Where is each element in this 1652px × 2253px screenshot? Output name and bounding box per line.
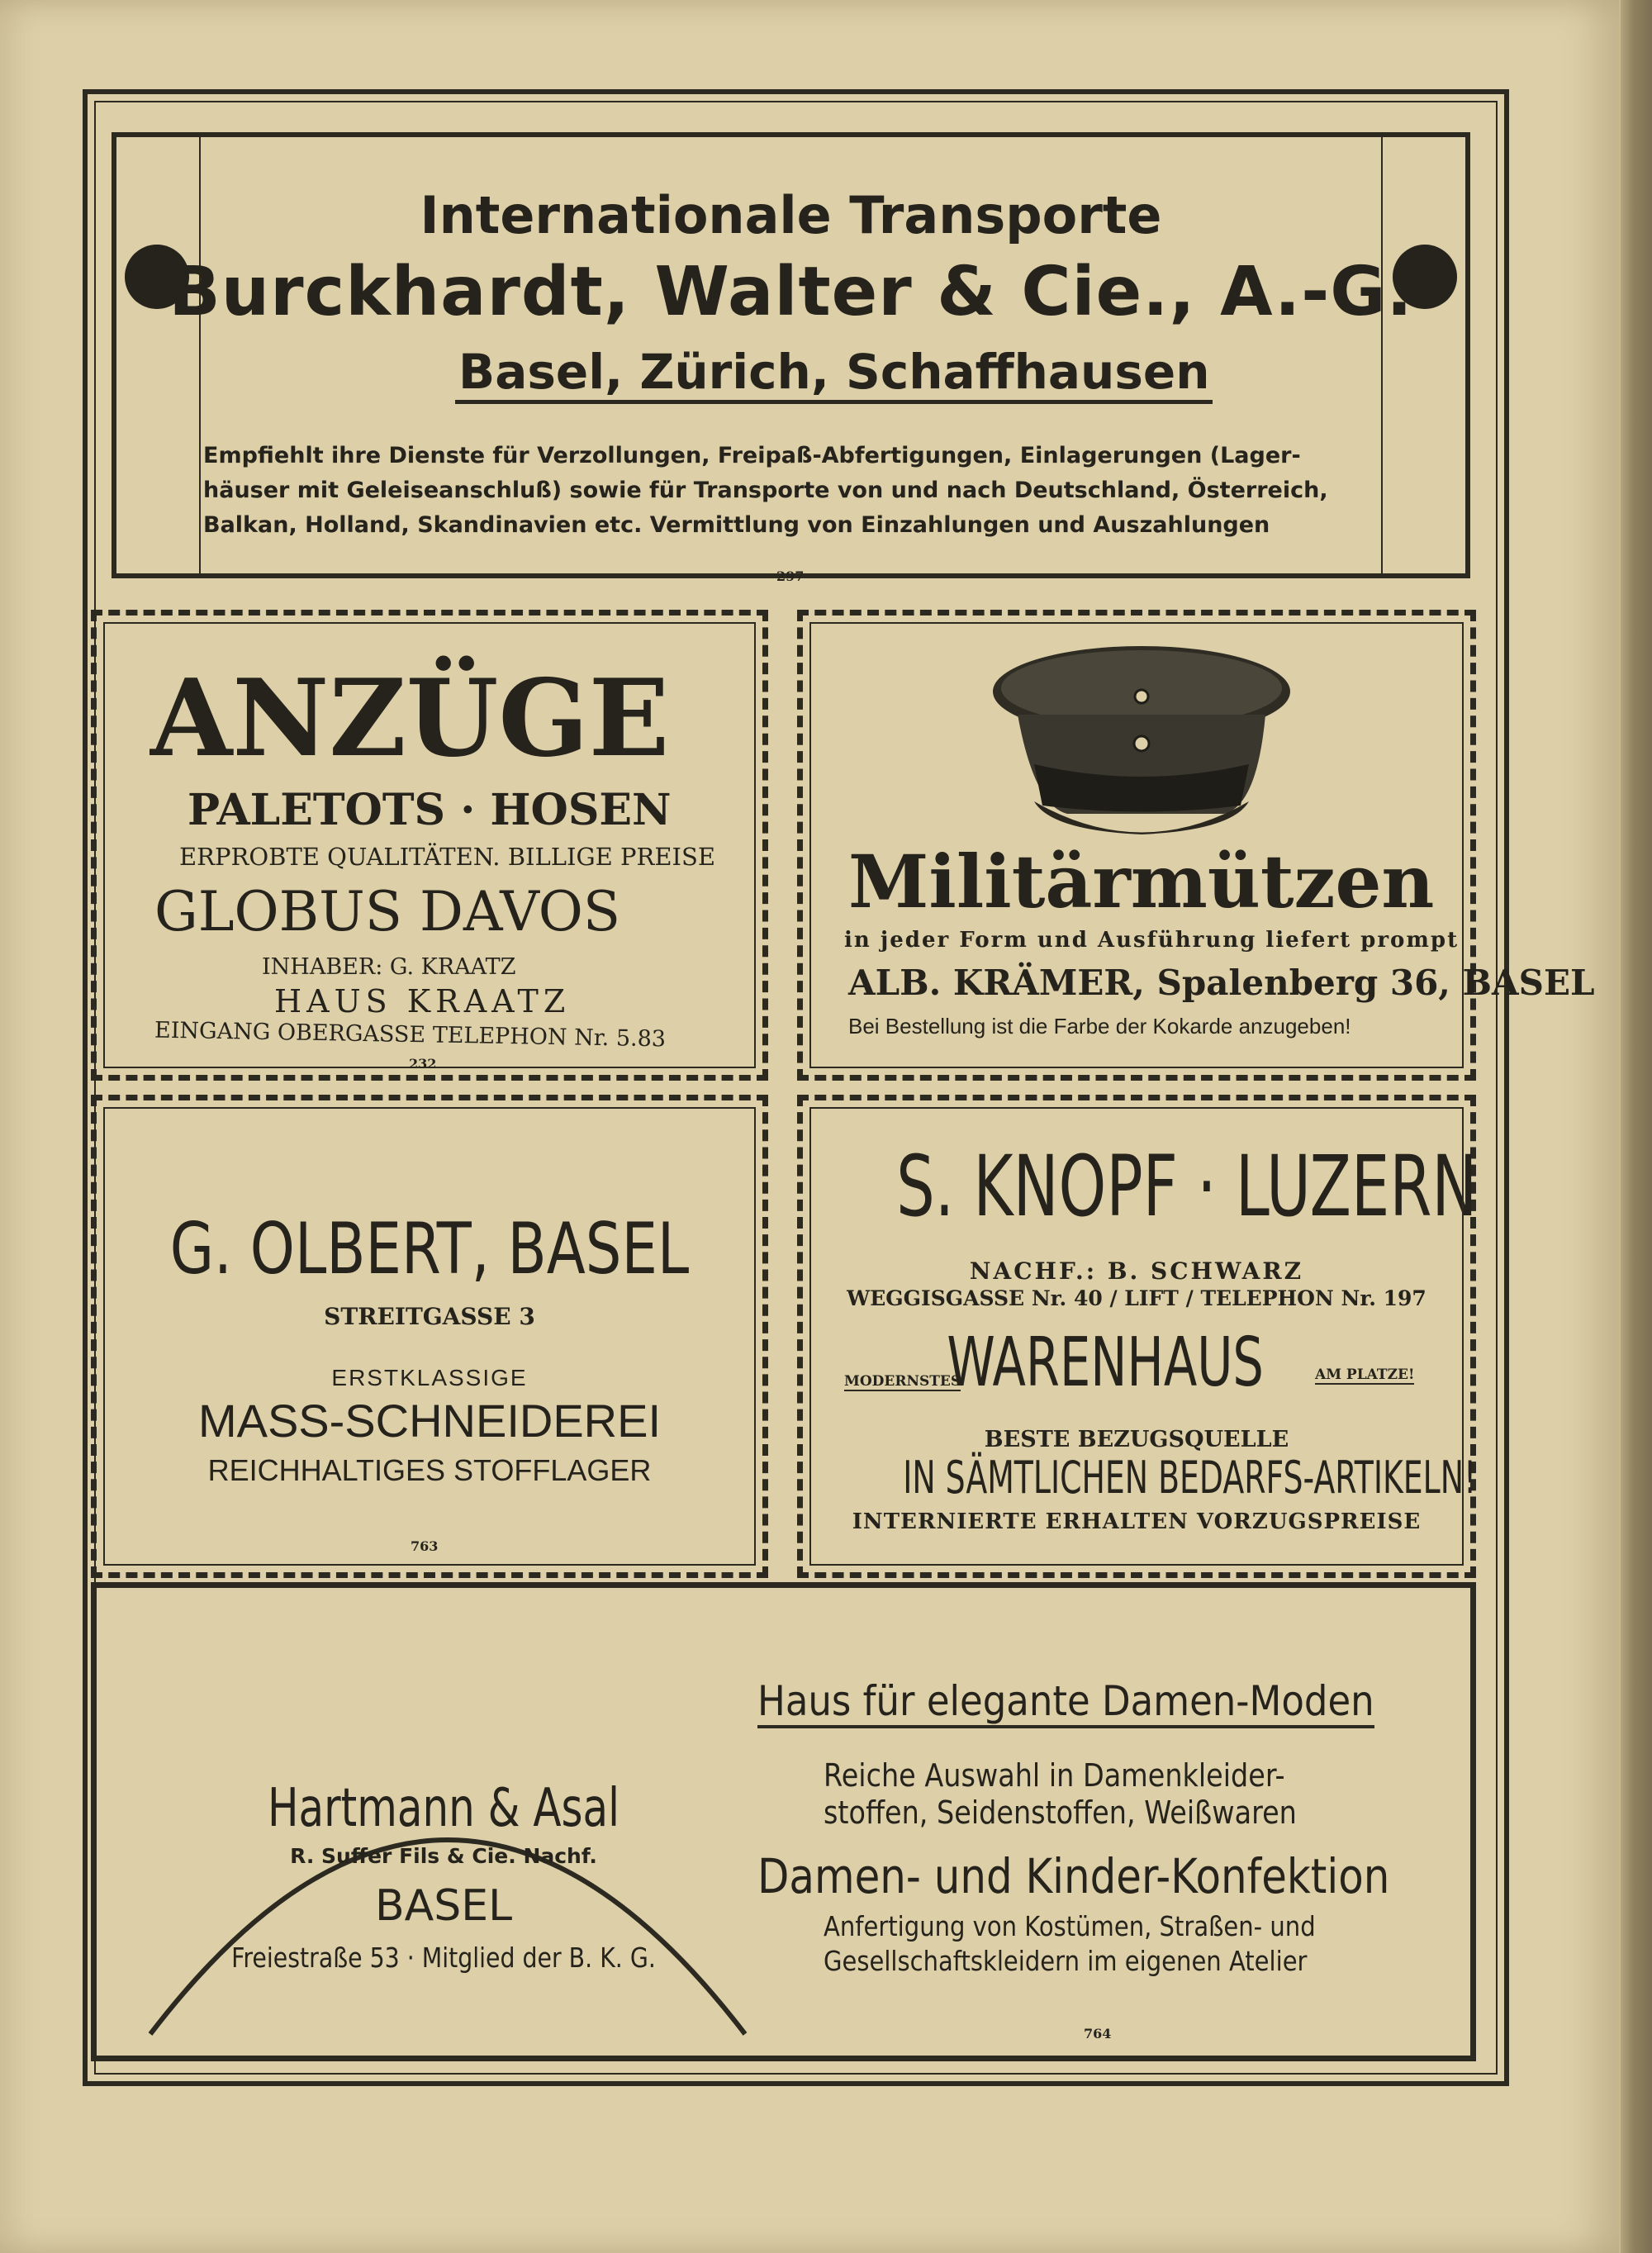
ad4-street: STREITGASSE 3 — [324, 1303, 535, 1330]
ad1-cities: Basel, Zürich, Schaffhausen — [455, 344, 1213, 404]
military-cap-illustration — [985, 640, 1298, 839]
ad3-address: ALB. KRÄMER, Spalenberg 36, BASEL — [848, 963, 1595, 1003]
ad2-sub: PALETOTS · HOSEN — [188, 785, 672, 835]
ad6-name: Hartmann & Asal — [267, 1778, 620, 1839]
ad6-heading: Haus für elegante Damen-Moden — [757, 1677, 1374, 1728]
ad5-line2: IN SÄMTLICHEN BEDARFS-ARTIKELN! — [903, 1452, 1477, 1504]
ad1-body-3: Balkan, Holland, Skandinavien etc. Vermittlung von Einzahlungen und Auszahlungen — [203, 512, 1270, 538]
ad3-sub: in jeder Form und Ausführung liefert prompt — [844, 928, 1460, 953]
ad5-address: WEGGISGASSE Nr. 40 / LIFT / TELEPHON Nr. 197 — [847, 1286, 1427, 1310]
ad1-body-2: häuser mit Geleiseanschluß) sowie für Transporte von und nach Deutschland, Österreich, — [203, 478, 1328, 503]
ad6-line1: Reiche Auswahl in Damenkleider- — [824, 1757, 1285, 1794]
ad6-address: Freiestraße 53 · Mitglied der B. K. G. — [231, 1942, 656, 1974]
ad6-line2: stoffen, Seidenstoffen, Weißwaren — [824, 1794, 1297, 1831]
ad5-successor: NACHF.: B. SCHWARZ — [969, 1257, 1304, 1285]
ad6-city: BASEL — [374, 1881, 513, 1931]
ad3-headline: Militärmützen — [848, 839, 1435, 924]
ad3-note: Bei Bestellung ist die Farbe der Kokarde anzugeben! — [848, 1014, 1351, 1039]
ad6-number: 764 — [1084, 2026, 1112, 2041]
ad2-house: HAUS KRAATZ — [274, 983, 571, 1020]
ad-anzuege — [91, 610, 768, 1081]
ad1-body-1: Empfiehlt ihre Dienste für Verzollungen, Freipaß-Abfertigungen, Einlagerungen (Lager- — [203, 443, 1301, 468]
ad6-line3: Anfertigung von Kostümen, Straßen- und — [824, 1910, 1316, 1942]
ad-knopf — [797, 1095, 1476, 1578]
ad6-heading2: Damen- und Kinder-Konfektion — [757, 1848, 1390, 1904]
ad5-pre: MODERNSTES — [844, 1373, 961, 1390]
ad4-kind: ERSTKLASSIGE — [331, 1365, 528, 1390]
ad5-post: AM PLATZE! — [1315, 1367, 1415, 1383]
ad1-number: 297 — [776, 568, 805, 584]
ad1-line1: Internationale Transporte — [420, 185, 1162, 245]
ad2-headline: ANZÜGE — [150, 657, 670, 781]
ad-militaermuetzen — [797, 610, 1595, 1081]
page-edge — [1621, 0, 1652, 2253]
ad5-headline: S. KNOPF · LUZERN — [896, 1138, 1478, 1236]
ad4-number: 763 — [411, 1538, 439, 1554]
ad-transport — [112, 132, 1470, 578]
ad2-tagline: ERPROBTE QUALITÄTEN. BILLIGE PREISE — [179, 843, 716, 871]
ad4-sub: REICHHALTIGES STOFFLAGER — [207, 1453, 652, 1487]
ad5-big: WARENHAUS — [947, 1324, 1264, 1402]
ad6-line4: Gesellschaftskleidern im eigenen Atelier — [824, 1945, 1308, 1977]
ad2-address: EINGANG OBERGASSE TELEPHON Nr. 5.83 — [154, 1017, 667, 1053]
ad5-line1: BESTE BEZUGSQUELLE — [984, 1427, 1289, 1452]
ad4-headline: MASS-SCHNEIDEREI — [197, 1395, 662, 1447]
ad5-line3: INTERNIERTE ERHALTEN VORZUGSPREISE — [852, 1509, 1422, 1534]
ad-hartmann-asal — [91, 1582, 1476, 2061]
ad2-owner: INHABER: G. KRAATZ — [262, 954, 516, 980]
ad-olbert — [91, 1095, 768, 1578]
dome-frame — [134, 1695, 762, 2042]
ad6-successor: R. Suffer Fils & Cie. Nachf. — [290, 1844, 597, 1868]
ad2-name: GLOBUS DAVOS — [154, 880, 621, 944]
ad4-name: G. OLBERT, BASEL — [169, 1208, 690, 1290]
ad1-company: Burckhardt, Walter & Cie., A.-G. — [169, 253, 1413, 331]
ad2-number: 232 — [409, 1056, 437, 1072]
